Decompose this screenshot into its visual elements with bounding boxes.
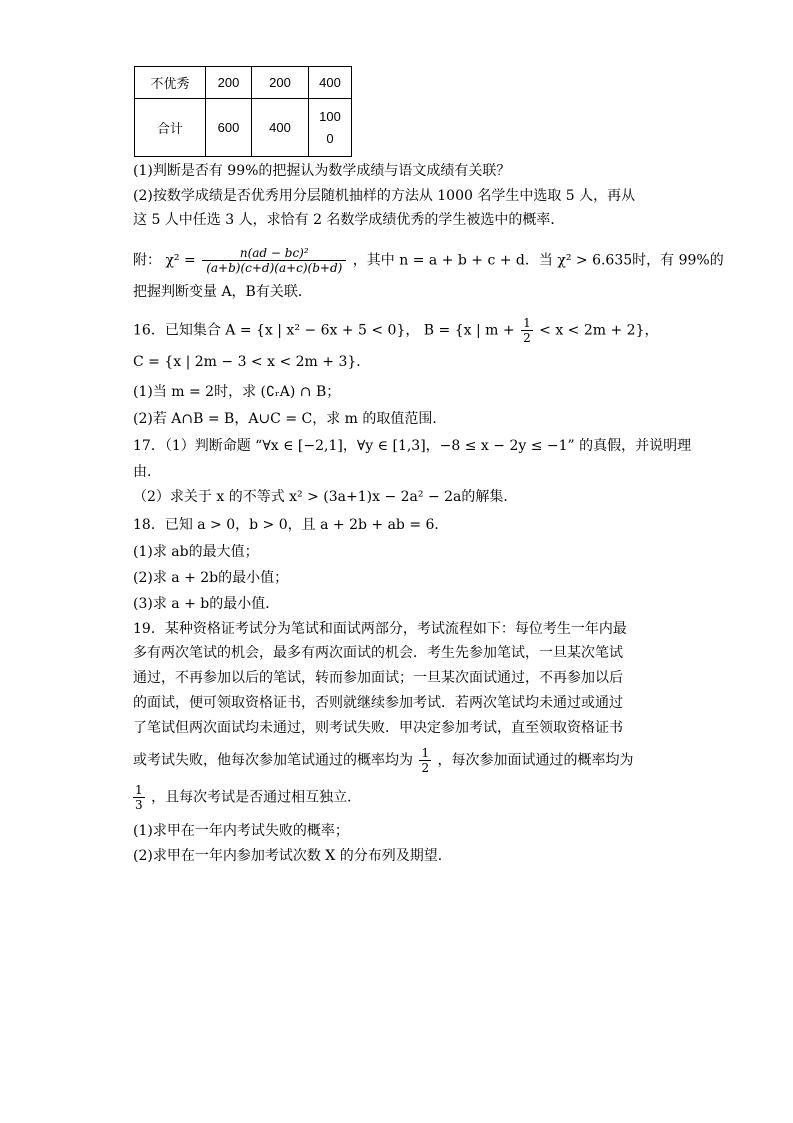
q19-part2: (2)求甲在一年内参加考试次数 X 的分布列及期望． xyxy=(133,848,452,864)
q15-part2-line2: 这 5 人中任选 3 人，求恰有 2 名数学成绩优秀的学生被选中的概率． xyxy=(133,212,565,228)
table-cell: 200 xyxy=(252,67,309,99)
q17-part2: （2）求关于 x 的不等式 x² > (3a+1)x − 2a² − 2a的解集． xyxy=(133,489,518,505)
table-cell: 400 xyxy=(309,67,352,99)
q16-part2: (2)若 A∩B = B，A∪C = C，求 m 的取值范围． xyxy=(133,411,447,427)
q16-stem-line2: C = {x | 2m − 3 < x < 2m + 3}． xyxy=(133,354,371,370)
table-row xyxy=(135,67,352,99)
q18-part3: (3)求 a + b的最小值． xyxy=(133,596,280,612)
q19-line2: 多有两次笔试的机会，最多有两次面试的机会．考生先参加笔试，一旦某次笔试 xyxy=(133,645,623,661)
probability-fraction-half xyxy=(419,746,431,775)
table-cell-text: 1000 xyxy=(319,108,341,146)
table-cell: 400 xyxy=(252,99,309,157)
fraction-numerator: 1 xyxy=(421,746,430,760)
fraction-numerator: 1 xyxy=(523,316,531,330)
fraction-numerator: n(ad − bc)² xyxy=(202,246,346,261)
note-prefix: 附： xyxy=(133,252,161,269)
fraction-denominator: 2 xyxy=(523,331,531,345)
q19-line7-text: ，且每次考试是否通过相互独立． xyxy=(151,789,362,806)
q19-part1: (1)求甲在一年内考试失败的概率； xyxy=(133,823,349,839)
fraction-numerator: 1 xyxy=(135,783,143,797)
q16-stem-b: < x < 2m + 2}， xyxy=(539,322,659,339)
table-cell: 不优秀 xyxy=(135,67,206,99)
q19-line6-b: ，每次参加面试通过的概率均为 xyxy=(437,752,634,769)
table-cell: 600 xyxy=(206,99,252,157)
q18-part2: (2)求 a + 2b的最小值； xyxy=(133,570,289,586)
fraction-denominator: 2 xyxy=(421,761,430,775)
table-cell: 合计 xyxy=(135,99,206,157)
q16-part1: (1)当 m = 2时，求 (∁ᵣA) ∩ B； xyxy=(133,384,341,400)
q19-line6-a: 或考试失败，他每次参加笔试通过的概率均为 xyxy=(133,752,413,769)
q19-line5: 了笔试但两次面试均未通过，则考试失败．甲决定参加考试，直至领取资格证书 xyxy=(133,720,623,736)
fraction-denominator: (a+b)(c+d)(a+c)(b+d) xyxy=(206,261,343,275)
contingency-table xyxy=(134,66,352,157)
chi-square-symbol: χ² = xyxy=(165,252,196,269)
q15-note xyxy=(133,246,724,275)
table-cell xyxy=(309,99,352,157)
table-cell: 200 xyxy=(206,67,252,99)
q19-line1: 19．某种资格证考试分为笔试和面试两部分，考试流程如下：每位考生一年内最 xyxy=(133,621,627,637)
q16-stem-a: 16．已知集合 A = {x | x² − 6x + 5 < 0}， B = {x | m + xyxy=(133,322,515,339)
table-row xyxy=(135,99,352,157)
fraction-denominator: 3 xyxy=(135,798,143,812)
chi-square-fraction xyxy=(202,246,346,275)
q15-part2-line1: (2)按数学成绩是否优秀用分层随机抽样的方法从 1000 名学生中选取 5 人，再从 xyxy=(133,188,636,204)
q15-part1: (1)判断是否有 99%的把握认为数学成绩与语文成绩有关联？ xyxy=(133,163,511,179)
q16-stem-line1 xyxy=(133,316,659,345)
q18-part1: (1)求 ab的最大值； xyxy=(133,544,259,560)
q19-line7 xyxy=(133,783,361,812)
q18-stem: 18．已知 a > 0，b > 0，且 a + 2b + ab = 6． xyxy=(133,517,449,533)
q19-line6 xyxy=(133,746,634,775)
q19-line3: 通过，不再参加以后的笔试，转而参加面试；一旦某次面试通过，不再参加以后 xyxy=(133,670,623,686)
q17-part1-line1: 17．（1）判断命题 “∀x ∈ [−2,1]，∀y ∈ [1,3]，−8 ≤ x − 2y ≤ −1” 的真假，并说明理 xyxy=(133,438,692,454)
q17-part1-line2: 由． xyxy=(133,464,161,480)
q19-line4: 的面试，便可领取资格证书，否则就继续参加考试．若两次笔试均未通过或通过 xyxy=(133,695,623,711)
note-middle: ，其中 n = a + b + c + d．当 χ² > 6.635时，有 99%的 xyxy=(352,252,724,269)
half-fraction xyxy=(521,316,533,345)
probability-fraction-third xyxy=(133,783,145,812)
q15-note-line2: 把握判断变量 A，B有关联． xyxy=(133,284,312,300)
